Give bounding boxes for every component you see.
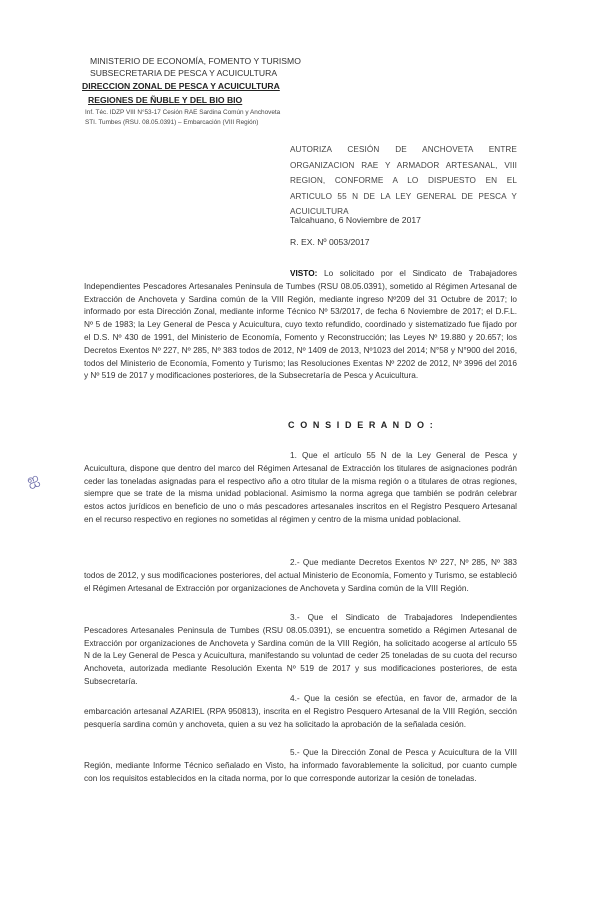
considerando-heading: C O N S I D E R A N D O : (288, 420, 435, 430)
header-subsecretaria: SUBSECRETARIA DE PESCA Y ACUICULTURA (90, 68, 278, 78)
header-direccion-zonal: DIRECCION ZONAL DE PESCA Y ACUICULTURA (82, 81, 280, 91)
header-ministry: MINISTERIO DE ECONOMÍA, FOMENTO Y TURISMO (90, 56, 301, 66)
considerando-3: 3.- Que el Sindicato de Trabajadores Independientes Pescadores Artesanales Peninsula de Tumbes (RSU 08.05.0391), se encuentra sometido a Régimen Artesanal de Extracción por organizaciones de Anchoveta y Sardina común de la VIII Región, ha solicitado acogerse al artículo 55 N de la Ley General de Pesca y Acuicultura, manifestando su voluntad de ceder 25 toneladas de su cuota del recurso Anchoveta, autorizada mediante Resolución Exenta Nº 519 de 2017 y sus modificaciones posteriores, de esta Subsecretaría. (84, 613, 517, 686)
place-date: Talcahuano, 6 Noviembre de 2017 (290, 215, 421, 225)
resolution-subject: AUTORIZA CESIÓN DE ANCHOVETA ENTRE ORGANIZACION RAE Y ARMADOR ARTESANAL, VIII REGION, CONFORME A LO DISPUESTO EN EL ARTICULO 55 N DE LA LEY GENERAL DE PESCA Y ACUICULTURA (290, 145, 517, 216)
considerando-5: 5.- Que la Dirección Zonal de Pesca y Acuicultura de la VIII Región, mediante Informe Técnico señalado en Visto, ha informado favorablemente la solicitud, por cuanto cumple con los requisitos establecidos en la citada norma, por lo que corresponde autorizar la cesión de toneladas. (84, 748, 517, 783)
reference-sindicato: STI. Tumbes (RSU. 08.05.0391) – Embarcación (VIII Región) (85, 119, 259, 126)
handwritten-initials: ஐ (23, 468, 42, 490)
considerando-2: 2.- Que mediante Decretos Exentos Nº 227, Nº 285, Nº 383 todos de 2012, y sus modificaciones posteriores, del actual Ministerio de Economía, Fomento y Turismo, se estableció el Régimen Artesanal de Extracción por organizaciones de Anchoveta y Sardina común de la VIII Región. (84, 558, 517, 593)
visto-text: Lo solicitado por el Sindicato de Trabajadores Independientes Pescadores Artesanales Peninsula de Tumbes (RSU 08.05.0391), sometido al Régimen Artesanal de Extracción de Anchoveta y Sardina común de la VIII Región, mediante ingreso Nº209 del 31 Octubre de 2017; lo informado por esta Dirección Zonal, mediante informe Técnico Nº 53/2017, de fecha 6 Noviembre de 2017; el D.F.L. Nº 5 de 1983; la Ley General de Pesca y Acuicultura, cuyo texto refundido, coordinado y sistematizado fue fijado por el D.S. Nº 430 de 1991, del Ministerio de Economía, Fomento y Reconstrucción; las Leyes Nº 19.880 y 20.657; los Decretos Exentos Nº 227, Nº 285, Nº 383 todos de 2012, Nº 1409 de 2013, Nº1023 del 2014; N°58 y N°900 del 2016, todos del Ministerio de Economía, Fomento y Turismo; las Resoluciones Exentas Nº 2202 de 2012, Nº 3996 del 2016 y Nº 519 de 2017 y modificaciones posteriores, de la Subsecretaría de Pesca y Acuicultura. (84, 269, 517, 381)
visto-label: VISTO: (290, 269, 318, 278)
resolution-number: R. EX. Nº 0053/2017 (290, 237, 370, 247)
considerando-4: 4.- Que la cesión se efectúa, en favor de, armador de la embarcación artesanal AZARIEL (RPA 950813), inscrita en el Registro Pesquero Artesanal de la VIII Región, sección pesquería sardina común y anchoveta, quien a su vez ha solicitado la aprobación de la señalada cesión. (84, 694, 517, 729)
considerando-1: 1. Que el artículo 55 N de la Ley General de Pesca y Acuicultura, dispone que dentro del marco del Régimen Artesanal de Extracción los titulares de asignaciones podrán ceder las toneladas asignadas para el respectivo año a otro titular de la misma región o a titulares de otras regiones, siempre que se trate de la misma unidad poblacional. Asimismo la norma agrega que también se podrán celebrar estos actos jurídicos en beneficio de uno o más pescadores artesanales inscritos en el Registro Pesquero Artesanal en el recurso respectivo en regiones no sometidas al régimen y centro de la misma unidad poblacional. (84, 451, 517, 524)
header-regiones: REGIONES DE ÑUBLE Y DEL BIO BIO (88, 95, 243, 105)
visto-paragraph (84, 268, 517, 383)
reference-informe: Inf. Téc. IDZP VIII N°53-17 Cesión RAE Sardina Común y Anchoveta (85, 109, 281, 116)
